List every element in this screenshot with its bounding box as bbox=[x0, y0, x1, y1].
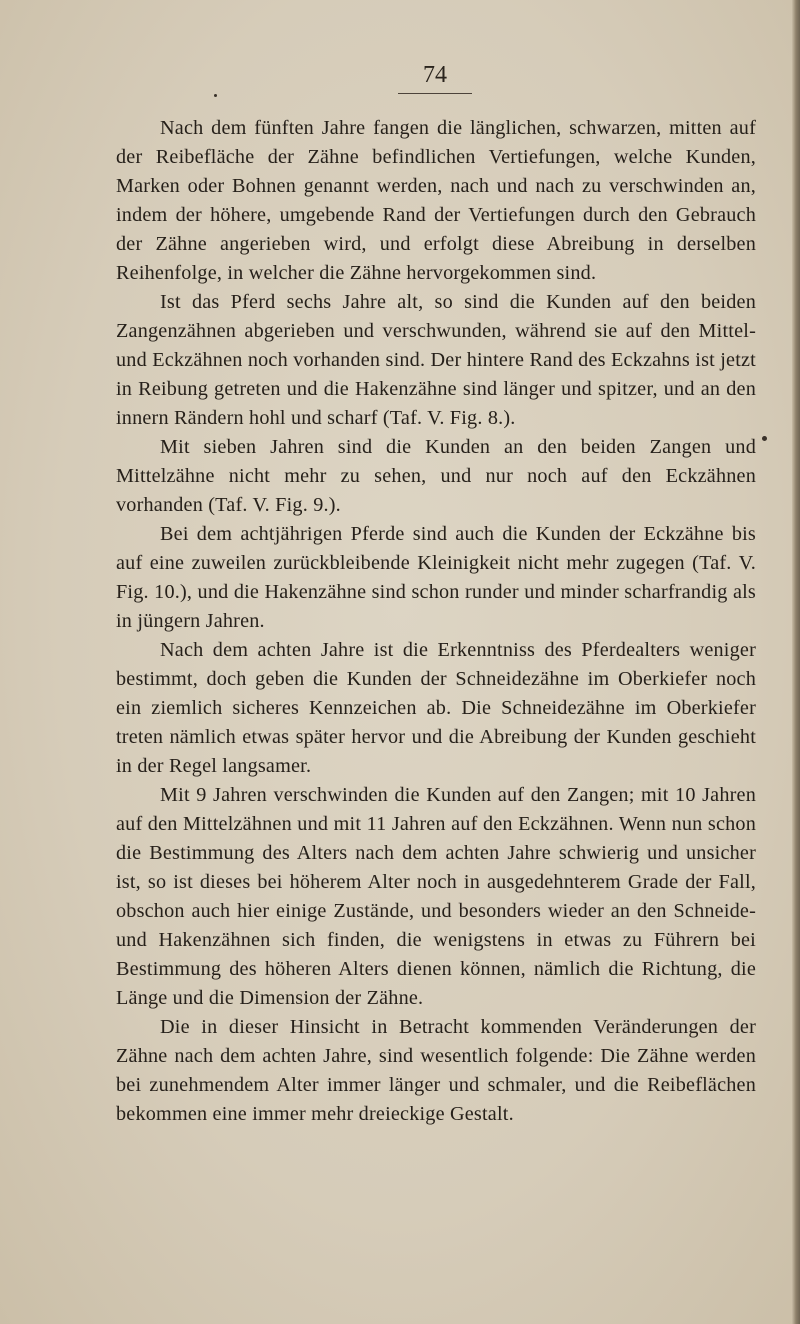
paragraph: Ist das Pferd sechs Jahre alt, so sind die Kunden auf den beiden Zangenzähnen abgerieben und verschwunden, während sie auf den Mittel- und Eckzähnen noch vorhanden sind. Der hintere Rand des Eckzahns ist jetzt in Reibung getreten und die Hakenzähne sind länger und spitzer, und an den innern Rändern hohl und scharf (Taf. V. Fig. 8.). bbox=[116, 291, 756, 429]
page-number: 74 bbox=[423, 62, 447, 88]
paragraph: Nach dem fünften Jahre fangen die länglichen, schwarzen, mitten auf der Reibefläche der Zähne befindlichen Vertiefungen, welche Kunden, Marken oder Bohnen genannt werden, nach und nach zu verschwinden an, indem der höhere, umgebende Rand der Vertiefungen durch den Gebrauch der Zähne angerieben wird, und erfolgt diese Abreibung in derselben Reihenfolge, in welcher die Zähne hervorgekommen sind. bbox=[116, 117, 756, 284]
page-edge bbox=[792, 0, 800, 1324]
paragraph: Mit sieben Jahren sind die Kunden an den beiden Zangen und Mittelzähne nicht mehr zu sehen, und nur noch auf den Eckzähnen vorhanden (Taf. V. Fig. 9.). bbox=[116, 436, 756, 516]
ink-speck bbox=[214, 94, 217, 97]
paragraph: Mit 9 Jahren verschwinden die Kunden auf den Zangen; mit 10 Jahren auf den Mittelzähnen und mit 11 Jahren auf den Eckzähnen. Wenn nun schon die Bestimmung des Alters nach dem achten Jahre schwierig und unsicher ist, so ist dieses bei höherem Alter noch in ausgedehnterem Grade der Fall, obschon auch hier einige Zustände, und besonders wieder an den Schneide- und Hakenzähnen sich finden, die wenigstens in etwas zu Führern bei Bestimmung des höheren Alters dienen können, nämlich die Richtung, die Länge und die Dimension der Zähne. bbox=[116, 784, 756, 1009]
body-text bbox=[116, 114, 756, 1129]
paragraph: Die in dieser Hinsicht in Betracht kommenden Veränderungen der Zähne nach dem achten Jahre, sind wesentlich folgende: Die Zähne werden bei zunehmendem Alter immer länger und schmaler, und die Reibeflächen bekommen eine immer mehr dreieckige Gestalt. bbox=[116, 1016, 756, 1125]
ink-speck bbox=[762, 436, 767, 441]
paragraph: Nach dem achten Jahre ist die Erkenntniss des Pferdealters weniger bestimmt, doch geben die Kunden der Schneidezähne im Oberkiefer noch ein ziemlich sicheres Kennzeichen ab. Die Schneidezähne im Oberkiefer treten nämlich etwas später hervor und die Abreibung der Kunden geschieht in der Regel langsamer. bbox=[116, 639, 756, 777]
paragraph: Bei dem achtjährigen Pferde sind auch die Kunden der Eckzähne bis auf eine zuweilen zurückbleibende Kleinigkeit nicht mehr zugegen (Taf. V. Fig. 10.), und die Hakenzähne sind schon runder und minder scharfrandig als in jüngern Jahren. bbox=[116, 523, 756, 632]
page-number-rule bbox=[398, 93, 472, 94]
